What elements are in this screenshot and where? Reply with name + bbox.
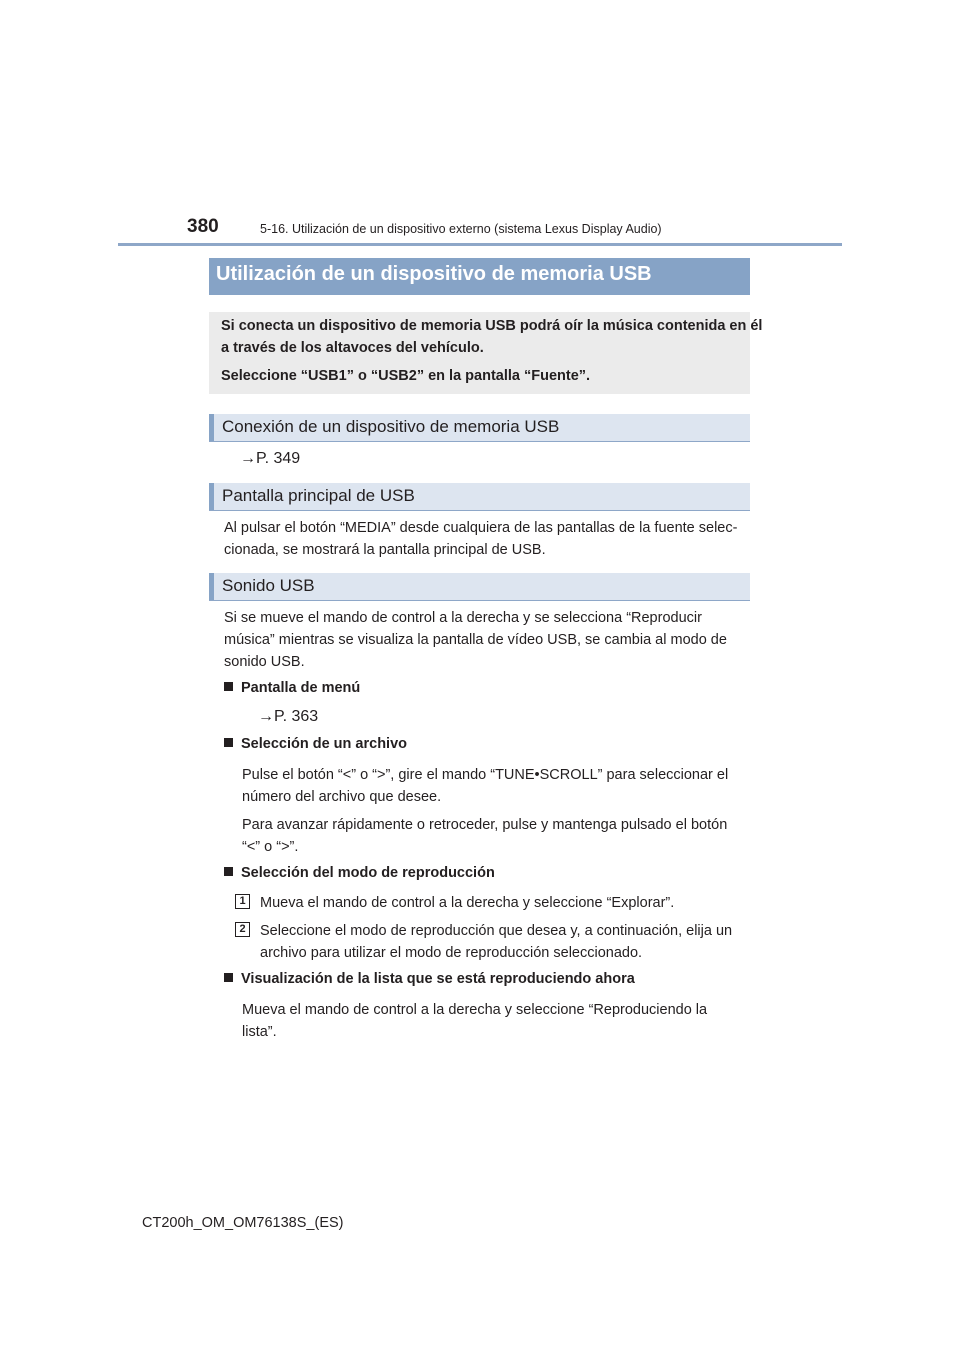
section-title-usb-sound: Sonido USB bbox=[222, 576, 315, 595]
intro-line-3: Seleccione “USB1” o “USB2” en la pantalla “Fuente”. bbox=[221, 368, 591, 384]
header-divider bbox=[118, 243, 842, 246]
file-p2-line-1: Para avanzar rápidamente o retroceder, pulse y mantenga pulsado el botón bbox=[242, 817, 728, 833]
step-2-line-1: Seleccione el modo de reproducción que desea y, a continuación, elija un bbox=[260, 923, 733, 939]
intro-line-2: a través de los altavoces del vehículo. bbox=[221, 340, 484, 356]
usb-sound-line-2: música” mientras se visualiza la pantalla de vídeo USB, se cambia al modo de bbox=[224, 632, 727, 648]
subsection-playlist bbox=[224, 971, 635, 987]
subsection-playback-title: Selección del modo de reproducción bbox=[241, 865, 495, 881]
file-p2-line-2: “<” o “>”. bbox=[242, 839, 299, 855]
square-bullet-icon bbox=[224, 682, 233, 691]
subsection-playlist-title: Visualización de la lista que se está reproduciendo ahora bbox=[241, 971, 635, 987]
document-code: CT200h_OM_OM76138S_(ES) bbox=[142, 1215, 344, 1231]
square-bullet-icon bbox=[224, 973, 233, 982]
playlist-line-2: lista”. bbox=[242, 1024, 277, 1040]
page-title: Utilización de un dispositivo de memoria USB bbox=[216, 263, 652, 285]
page-reference-link[interactable]: →P. 349 bbox=[240, 450, 301, 467]
page-number: 380 bbox=[187, 216, 219, 237]
main-screen-line-1: Al pulsar el botón “MEDIA” desde cualquiera de las pantallas de la fuente selec- bbox=[224, 520, 738, 536]
step-1-text: Mueva el mando de control a la derecha y seleccione “Explorar”. bbox=[260, 895, 675, 911]
intro-line-1: Si conecta un dispositivo de memoria USB podrá oír la música contenida en él bbox=[221, 318, 763, 334]
subsection-file-title: Selección de un archivo bbox=[241, 736, 407, 752]
section-title-main-screen: Pantalla principal de USB bbox=[222, 486, 415, 505]
usb-sound-line-3: sonido USB. bbox=[224, 654, 305, 670]
step-number-1: 1 bbox=[235, 894, 250, 909]
main-screen-line-2: cionada, se mostrará la pantalla principal de USB. bbox=[224, 542, 546, 558]
file-p1-line-2: número del archivo que desee. bbox=[242, 789, 442, 805]
chapter-header: 5-16. Utilización de un dispositivo externo (sistema Lexus Display Audio) bbox=[260, 222, 662, 236]
usb-sound-line-1: Si se mueve el mando de control a la derecha y se selecciona “Reproducir bbox=[224, 610, 702, 626]
subsection-menu bbox=[224, 680, 360, 696]
subsection-menu-title: Pantalla de menú bbox=[241, 680, 361, 696]
subsection-playback bbox=[224, 865, 495, 881]
file-p1-line-1: Pulse el botón “<” o “>”, gire el mando “TUNE•SCROLL” para seleccionar el bbox=[242, 767, 729, 783]
menu-page-reference-link[interactable]: →P. 363 bbox=[258, 708, 319, 725]
subsection-file bbox=[224, 736, 407, 752]
step-2-line-2: archivo para utilizar el modo de reproducción seleccionado. bbox=[260, 945, 643, 961]
step-number-2: 2 bbox=[235, 922, 250, 937]
section-title-connection: Conexión de un dispositivo de memoria USB bbox=[222, 417, 560, 436]
square-bullet-icon bbox=[224, 867, 233, 876]
playlist-line-1: Mueva el mando de control a la derecha y seleccione “Reproduciendo la bbox=[242, 1002, 708, 1018]
square-bullet-icon bbox=[224, 738, 233, 747]
